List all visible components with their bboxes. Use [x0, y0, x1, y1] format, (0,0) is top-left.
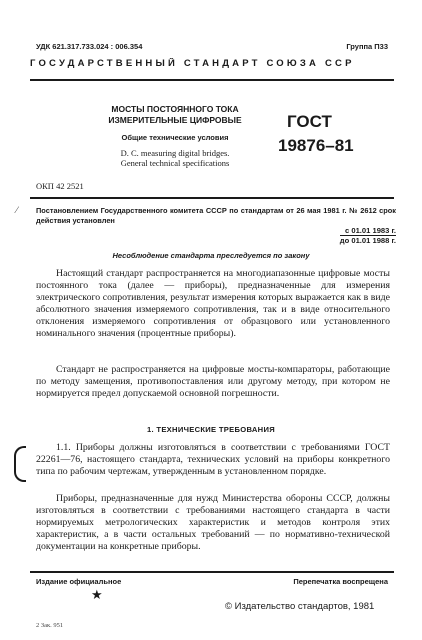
header-divider [30, 79, 394, 81]
margin-bracket [14, 446, 26, 482]
title-block [80, 104, 270, 168]
footer-divider [30, 571, 394, 573]
compliance-notice: Несоблюдение стандарта преследуется по закону [112, 251, 310, 260]
okp-divider [30, 197, 394, 199]
star-icon: ★ [91, 587, 103, 602]
validity-date-to-text: до 01.01 1988 г. [339, 236, 396, 245]
gost-label: ГОСТ [287, 112, 332, 131]
okp-code: ОКП 42 2521 [36, 181, 84, 191]
udk-code: УДК 621.317.733.024 : 006.354 [36, 42, 143, 51]
group-code: Группа П33 [346, 42, 388, 51]
validity-date-from: с 01.01 1983 г. [345, 226, 396, 235]
validity-date-to [340, 236, 396, 245]
paragraph-scope: Настоящий стандарт распространяется на многодиапазонные цифровые мосты постоянного тока (далее — приборы), предназначенные для измерения электрического сопротивления, результат измерения которых выражается как в виде абсолютного значения измеряемого сопротивления, так и в виде относительного отклонения измеряемого сопротивления от образцового или установленного номинального значения (процентные приборы). [36, 268, 390, 340]
print-info: 2 Зак. 951 [36, 622, 64, 629]
paragraph-defense: Приборы, предназначенные для нужд Министерства обороны СССР, должны изготовляться в соответствии с требованиями настоящего стандарта в части нормируемых метрологических характеристик и методов контроля этих характеристик, а в части остальных требований — по нормативно-технической документации на конкретные приборы. [36, 493, 390, 553]
official-edition-label: Издание официальное [36, 577, 122, 586]
state-standard-heading: ГОСУДАРСТВЕННЫЙ СТАНДАРТ СОЮЗА ССР [30, 58, 355, 69]
title-line-2: ИЗМЕРИТЕЛЬНЫЕ ЦИФРОВЫЕ [108, 115, 242, 125]
paragraph-1-1: 1.1. Приборы должны изготовляться в соответствии с требованиями ГОСТ 22261—76, настоящего стандарта, технических условий на приборы конкретного типа по рабочим чертежам, утвержденным в установленном порядке. [36, 442, 390, 478]
paragraph-exclusions: Стандарт не распространяется на цифровые мосты-компараторы, работающие по методу замещения, противопоставления или другому методу, при котором не нормируется предел допускаемой основной погрешности. [36, 364, 390, 400]
decree-text: Постановлением Государственного комитета СССР по стандартам от 26 мая 1981 г. № 2612 срок действия установлен [36, 206, 396, 225]
english-title-line-1: D. C. measuring digital bridges. [120, 148, 230, 158]
gost-number: 19876–81 [278, 136, 354, 155]
reprint-prohibited-label: Перепечатка воспрещена [293, 577, 388, 586]
margin-mark: ⁄ [16, 205, 18, 215]
section-heading: 1. ТЕХНИЧЕСКИЕ ТРЕБОВАНИЯ [147, 425, 275, 434]
title-line-1: МОСТЫ ПОСТОЯННОГО ТОКА [111, 104, 239, 114]
english-title-line-2: General technical specifications [120, 158, 230, 168]
copyright-notice: © Издательство стандартов, 1981 [225, 601, 375, 612]
title-subtitle: Общие технические условия [121, 133, 229, 142]
